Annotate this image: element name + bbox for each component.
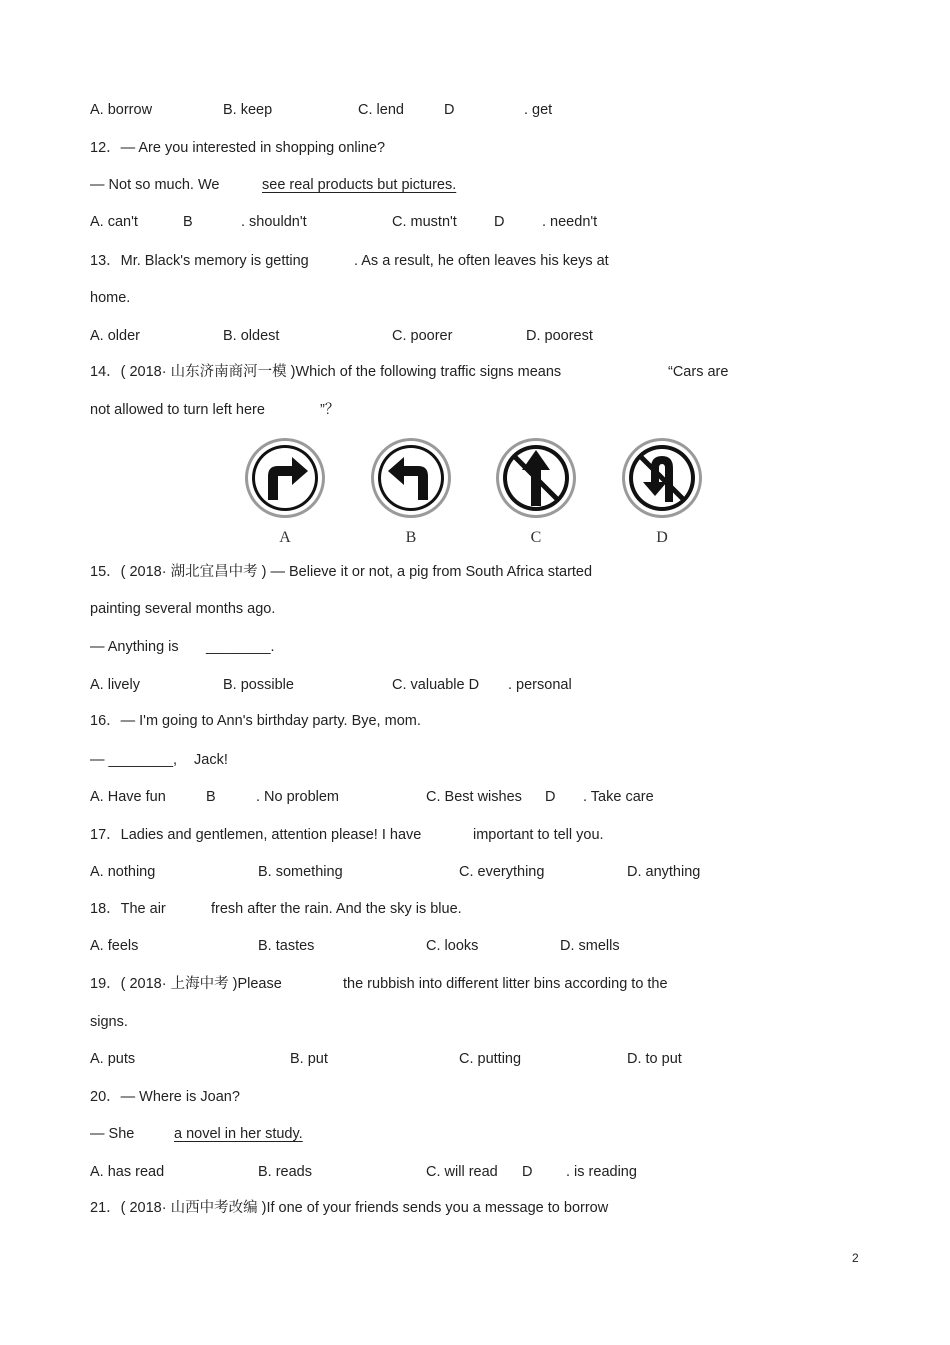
q18-option-c[interactable]: C. looks — [426, 938, 479, 954]
q16-option-a[interactable]: A. Have fun — [90, 789, 166, 805]
q11-option-c[interactable]: C. lend — [358, 102, 404, 118]
q11-option-d-letter[interactable]: D — [444, 102, 455, 118]
q18-stem-end: fresh after the rain. And the sky is blue. — [211, 901, 462, 917]
q17-option-c[interactable]: C. everything — [459, 864, 545, 880]
q20-option-c[interactable]: C. will read — [426, 1164, 498, 1180]
q14-stem-quote-text: not allowed to turn left here — [90, 402, 265, 418]
q19-option-a[interactable]: A. puts — [90, 1051, 136, 1067]
q13-stem-end: . As a result, he often leaves his keys at — [354, 253, 609, 269]
traffic-sign-a[interactable] — [240, 436, 330, 548]
q19-option-c[interactable]: C. putting — [459, 1051, 522, 1067]
q13-option-a[interactable]: A. older — [90, 328, 140, 344]
q20-answer-end: a novel in her study. — [174, 1126, 303, 1142]
q19-option-b[interactable]: B. put — [290, 1051, 328, 1067]
q20-option-d-letter[interactable]: D — [522, 1164, 533, 1180]
q19-stem-continued: signs. — [90, 1014, 128, 1030]
q13-option-c[interactable]: C. poorer — [392, 328, 453, 344]
traffic-sign-options — [240, 436, 710, 548]
q20-stem: 20．— Where is Joan? — [90, 1089, 240, 1105]
traffic-sign-c-label: C — [530, 529, 542, 546]
q16-stem: 16．— I'm going to Ann's birthday party. Bye, mom. — [90, 713, 421, 729]
q19-option-d[interactable]: D. to put — [627, 1051, 682, 1067]
q18-option-b[interactable]: B. tastes — [258, 938, 315, 954]
traffic-sign-b-label: B — [405, 529, 417, 546]
q12-option-b-text[interactable]: . shouldn't — [241, 214, 307, 230]
q12-option-c[interactable]: C. mustn't — [392, 214, 457, 230]
q15-answer-blank[interactable]: ________. — [206, 639, 275, 655]
q14-stem-start: 14．( 2018· 山东济南商河一模 )Which of the following traffic signs means — [90, 364, 562, 380]
q11-option-d-text[interactable]: . get — [524, 102, 553, 118]
q14-stem-quote-close: ”？ — [320, 402, 340, 418]
q15-option-a[interactable]: A. lively — [90, 677, 140, 693]
q16-option-b-text[interactable]: . No problem — [256, 789, 340, 805]
q17-option-a[interactable]: A. nothing — [90, 864, 156, 880]
q15-answer-start: — Anything is — [90, 639, 179, 655]
q11-option-a[interactable]: A. borrow — [90, 102, 153, 118]
no-u-turn-icon — [617, 436, 707, 526]
q12-option-d-letter[interactable]: D — [494, 214, 505, 230]
traffic-sign-a-label: A — [279, 529, 291, 546]
q13-option-b[interactable]: B. oldest — [223, 328, 280, 344]
q15-stem-continued: painting several months ago. — [90, 601, 276, 617]
q15-stem: 15．( 2018· 湖北宜昌中考 ) — Believe it or not, a pig from South Africa started — [90, 564, 593, 580]
q15-option-c[interactable]: C. valuable D — [392, 677, 480, 693]
traffic-sign-d-label: D — [656, 529, 668, 546]
q12-option-b-letter[interactable]: B — [183, 214, 193, 230]
q16-option-d-text[interactable]: . Take care — [583, 789, 654, 805]
q15-option-d[interactable]: . personal — [508, 677, 572, 693]
q17-stem-start: 17．Ladies and gentlemen, attention please! I have — [90, 827, 422, 843]
traffic-sign-c[interactable] — [491, 436, 581, 548]
q18-option-d[interactable]: D. smells — [560, 938, 620, 954]
q14-stem-quote-open: “Cars are — [668, 364, 729, 380]
q17-stem-end: important to tell you. — [473, 827, 604, 843]
q20-option-a[interactable]: A. has read — [90, 1164, 165, 1180]
q12-answer-end: see real products but pictures. — [262, 177, 457, 193]
q20-option-b[interactable]: B. reads — [258, 1164, 312, 1180]
page-number: 2 — [852, 1251, 859, 1265]
q17-option-b[interactable]: B. something — [258, 864, 343, 880]
q20-option-d-text[interactable]: . is reading — [566, 1164, 637, 1180]
q13-option-d[interactable]: D. poorest — [526, 328, 593, 344]
q18-option-a[interactable]: A. feels — [90, 938, 139, 954]
q16-option-d-letter[interactable]: D — [545, 789, 556, 805]
turn-right-arrow-icon — [240, 436, 330, 526]
q13-stem-start: 13．Mr. Black's memory is getting — [90, 253, 309, 269]
q21-stem: 21．( 2018· 山西中考改编 )If one of your friends sends you a message to borrow — [90, 1200, 609, 1216]
q11-option-b[interactable]: B. keep — [223, 102, 273, 118]
turn-left-arrow-icon — [366, 436, 456, 526]
q18-stem-start: 18．The air — [90, 901, 166, 917]
traffic-sign-b[interactable] — [366, 436, 456, 548]
q15-option-b[interactable]: B. possible — [223, 677, 294, 693]
q16-option-c[interactable]: C. Best wishes — [426, 789, 522, 805]
q12-option-a[interactable]: A. can't — [90, 214, 138, 230]
q12-stem: 12．— Are you interested in shopping online? — [90, 140, 386, 156]
q19-stem-start: 19．( 2018· 上海中考 )Please — [90, 976, 282, 992]
q17-option-d[interactable]: D. anything — [627, 864, 701, 880]
q16-option-b-letter[interactable]: B — [206, 789, 216, 805]
q16-answer-blank[interactable]: — ________, — [90, 752, 178, 768]
q19-stem-end: the rubbish into different litter bins according to the — [343, 976, 668, 992]
no-straight-ahead-icon — [491, 436, 581, 526]
q12-option-d-text[interactable]: . needn't — [542, 214, 598, 230]
traffic-sign-d[interactable] — [617, 436, 707, 548]
q13-stem-continued: home. — [90, 290, 131, 306]
q20-answer-start: — She — [90, 1126, 135, 1142]
q16-answer-end: Jack! — [194, 752, 228, 768]
q12-answer-start: — Not so much. We — [90, 177, 220, 193]
